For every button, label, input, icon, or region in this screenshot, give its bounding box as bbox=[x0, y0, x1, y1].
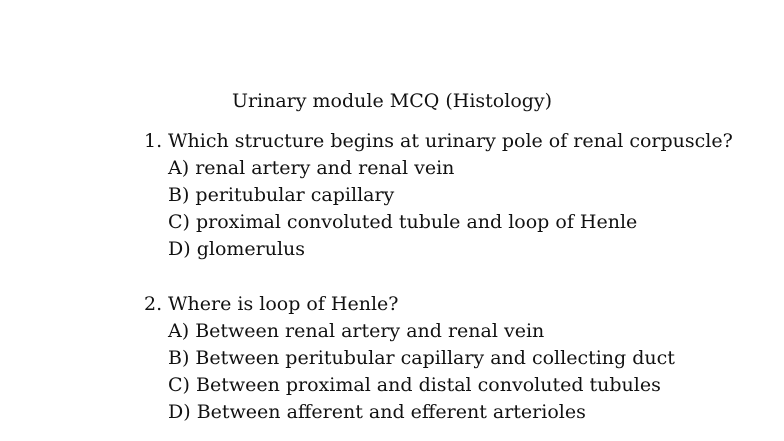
document-title: Urinary module MCQ (Histology) bbox=[231, 90, 553, 112]
option-a bbox=[168, 155, 764, 182]
options-list bbox=[144, 155, 764, 263]
option-letter: B) bbox=[168, 347, 190, 369]
option-text: renal artery and renal vein bbox=[195, 157, 455, 179]
option-d bbox=[168, 236, 764, 263]
option-text: Between proximal and distal convoluted tubules bbox=[196, 374, 661, 396]
option-text: proximal convoluted tubule and loop of Henle bbox=[196, 211, 638, 233]
question-text: Where is loop of Henle? bbox=[168, 293, 399, 315]
option-text: Between peritubular capillary and collecting duct bbox=[195, 347, 675, 369]
option-letter: C) bbox=[168, 211, 190, 233]
question-stem bbox=[144, 291, 764, 318]
option-c bbox=[168, 209, 764, 236]
option-a bbox=[168, 318, 764, 345]
question-number: 2. bbox=[144, 293, 163, 315]
option-b bbox=[168, 182, 764, 209]
option-text: Between afferent and efferent arterioles bbox=[196, 401, 586, 423]
option-b bbox=[168, 345, 764, 372]
options-list bbox=[144, 318, 764, 426]
question-2 bbox=[144, 291, 764, 426]
option-letter: C) bbox=[168, 374, 190, 396]
question-number: 1. bbox=[144, 130, 163, 152]
option-letter: D) bbox=[168, 401, 191, 423]
question-1 bbox=[144, 128, 764, 263]
option-letter: A) bbox=[168, 157, 190, 179]
option-text: glomerulus bbox=[196, 238, 306, 260]
option-text: peritubular capillary bbox=[195, 184, 395, 206]
option-letter: A) bbox=[168, 320, 190, 342]
question-stem bbox=[144, 128, 764, 155]
option-letter: D) bbox=[168, 238, 191, 260]
option-c bbox=[168, 372, 764, 399]
option-d bbox=[168, 399, 764, 426]
option-text: Between renal artery and renal vein bbox=[195, 320, 545, 342]
question-text: Which structure begins at urinary pole of renal corpuscle? bbox=[168, 130, 733, 152]
option-letter: B) bbox=[168, 184, 190, 206]
